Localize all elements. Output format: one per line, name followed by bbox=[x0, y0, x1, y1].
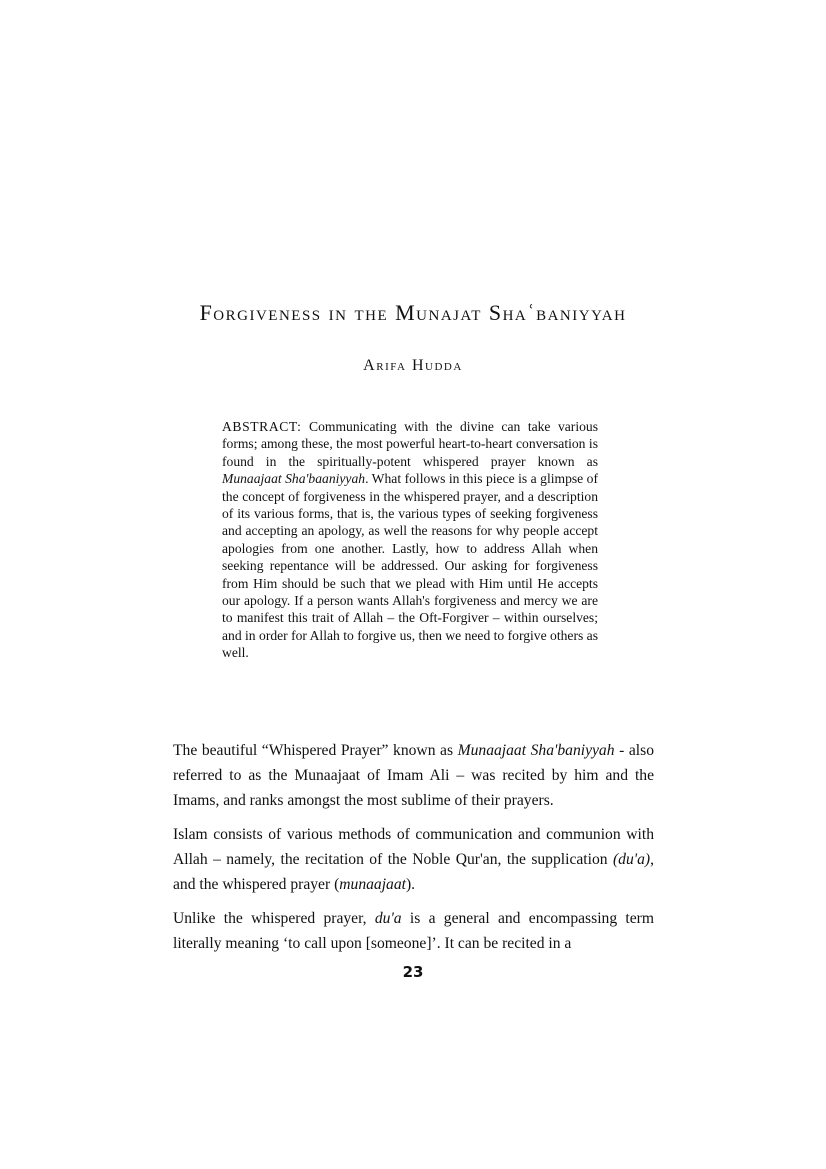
page-number: 23 bbox=[402, 963, 424, 981]
paragraph-italic: (du'a) bbox=[612, 851, 651, 869]
abstract-text: . What follows in this piece is a glimpse of the concept of forgiveness in the whispered prayer, and a description of its various forms, that is, the various types of seeking forgiveness and accepting an apology, as well the reasons for why people accept apologies from one another. Lastly, how to address Allah when seeking repentance will be addressed. Our asking for forgiveness from Him should be such that we plead with Him until He accepts our apology. If a person wants Allah's forgiveness and mercy we are to manifest this trait of Allah – the Oft-Forgiver – within ourselves; and in order for Allah to forgive us, then we need to forgive others as well. bbox=[222, 471, 598, 661]
paragraph-italic: Munaajaat Sha'baniyyah bbox=[457, 742, 615, 759]
abstract bbox=[222, 418, 598, 662]
body-paragraph-1 bbox=[173, 738, 654, 814]
abstract-text: Communicating with the divine can take various forms; among these, the most powerful heart-to-heart conversation is found in the spiritually-potent whispered prayer known as bbox=[222, 419, 598, 469]
body-paragraph-2 bbox=[173, 822, 654, 898]
paragraph-text: The beautiful “Whispered Prayer” known as bbox=[173, 742, 458, 759]
paragraph-text: ). bbox=[405, 876, 416, 894]
paragraph-text: Unlike the whispered prayer, bbox=[173, 910, 375, 927]
paragraph-text: Islam consists of various methods of communication and communion with Allah – namely, the recitation of the Noble Qur'an, the supplication bbox=[173, 826, 654, 869]
paragraph-italic: munaajaat bbox=[339, 876, 406, 894]
abstract-label: ABSTRACT: bbox=[222, 419, 302, 434]
abstract-italic-title: Munaajaat Sha'baaniyyah bbox=[222, 471, 366, 487]
paragraph-italic: du'a bbox=[374, 910, 402, 927]
paragraph-text: - also referred to as the Munaajaat of Imam Ali – was recited by him and the Imams, and ranks amongst the most sublime of their prayers. bbox=[173, 742, 654, 810]
paragraph-text: is a general and encompassing term literally meaning ‘to call upon [someone]’. It can be recited in a bbox=[173, 910, 654, 953]
paragraph-text: , and the whispered prayer ( bbox=[173, 851, 654, 894]
body-paragraph-3 bbox=[173, 906, 654, 956]
article-author: Arifa Hudda bbox=[363, 357, 463, 374]
article-title: Forgiveness in the Munajat Shaʿbaniyyah bbox=[199, 300, 627, 325]
